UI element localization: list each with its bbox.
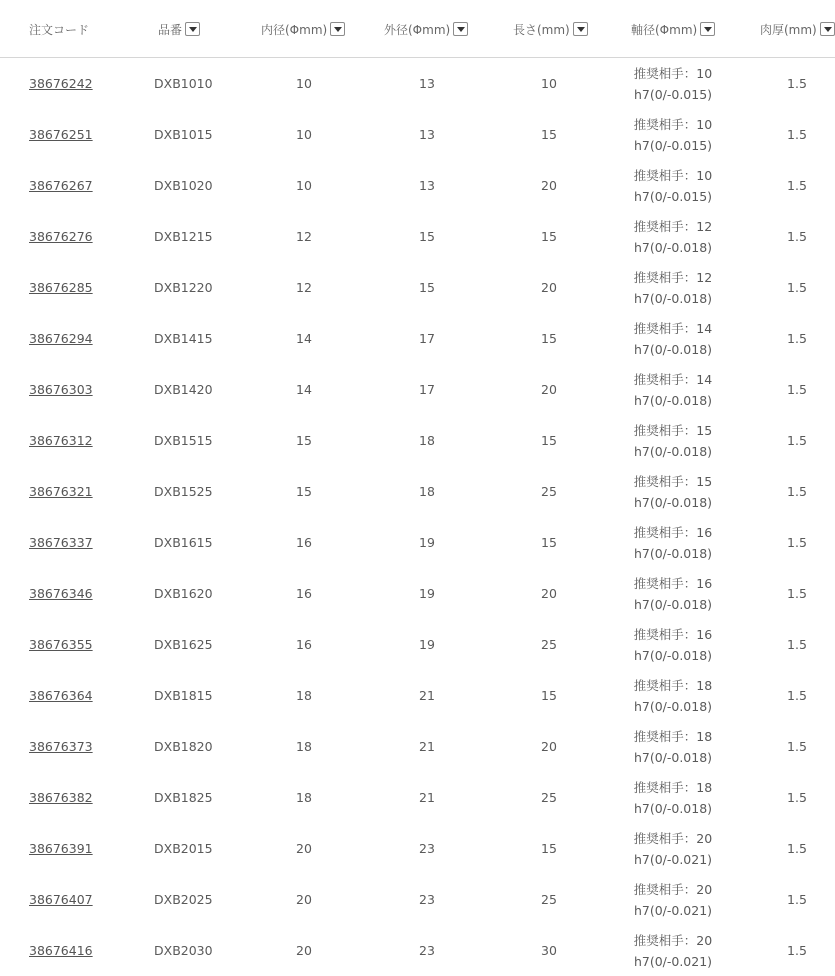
order-code-cell xyxy=(29,874,93,925)
shaft-recommended-text: 推奨相手：18 xyxy=(633,779,713,795)
length-cell: 15 xyxy=(541,229,557,244)
length-cell: 20 xyxy=(541,739,557,754)
table-row xyxy=(0,517,835,568)
order-code-link[interactable]: 38676294 xyxy=(29,331,93,346)
table-row xyxy=(0,211,835,262)
header-outer-diameter-label: 外径(Φmm) xyxy=(384,22,451,37)
header-order-code-label: 注文コード xyxy=(29,22,90,37)
table-row xyxy=(0,874,835,925)
order-code-link[interactable]: 38676285 xyxy=(29,280,93,295)
part-number-cell: DXB1625 xyxy=(154,637,213,652)
shaft-diameter-cell xyxy=(612,874,734,925)
order-code-cell xyxy=(29,772,93,823)
shaft-diameter-cell xyxy=(612,466,734,517)
wall-thickness-cell: 1.5 xyxy=(787,229,807,244)
outer-diameter-cell: 18 xyxy=(419,484,435,499)
order-code-cell xyxy=(29,517,93,568)
outer-diameter-cell: 19 xyxy=(419,586,435,601)
inner-diameter-cell: 18 xyxy=(296,739,312,754)
wall-thickness-filter-dropdown-icon[interactable] xyxy=(820,22,835,36)
shaft-diameter-cell xyxy=(612,568,734,619)
part-number-cell: DXB1815 xyxy=(154,688,213,703)
shaft-recommended-text: 推奨相手：16 xyxy=(633,626,713,642)
order-code-link[interactable]: 38676312 xyxy=(29,433,93,448)
part-number-cell: DXB2030 xyxy=(154,943,213,958)
shaft-recommended-text: 推奨相手：12 xyxy=(633,218,713,234)
header-wall-thickness-label: 肉厚(mm) xyxy=(760,22,817,37)
inner-diameter-cell: 12 xyxy=(296,229,312,244)
table-row xyxy=(0,415,835,466)
part-number-cell: DXB1015 xyxy=(154,127,213,142)
wall-thickness-cell: 1.5 xyxy=(787,382,807,397)
order-code-cell xyxy=(29,364,93,415)
order-code-cell xyxy=(29,160,93,211)
table-header xyxy=(0,0,835,58)
length-cell: 20 xyxy=(541,382,557,397)
header-wall-thickness xyxy=(760,20,835,38)
shaft-diameter-cell xyxy=(612,160,734,211)
order-code-link[interactable]: 38676276 xyxy=(29,229,93,244)
wall-thickness-cell: 1.5 xyxy=(787,433,807,448)
outer-diameter-filter-dropdown-icon[interactable] xyxy=(453,22,468,36)
shaft-tolerance-text: h7(0/-0.021) xyxy=(633,902,713,918)
length-cell: 25 xyxy=(541,892,557,907)
table-row xyxy=(0,364,835,415)
shaft-diameter-cell xyxy=(612,313,734,364)
order-code-cell xyxy=(29,721,93,772)
length-cell: 15 xyxy=(541,535,557,550)
shaft-diameter-cell xyxy=(612,262,734,313)
outer-diameter-cell: 15 xyxy=(419,229,435,244)
shaft-tolerance-text: h7(0/-0.021) xyxy=(633,953,713,969)
part-number-cell: DXB1010 xyxy=(154,76,213,91)
length-cell: 20 xyxy=(541,586,557,601)
length-cell: 20 xyxy=(541,280,557,295)
shaft-recommended-text: 推奨相手：10 xyxy=(633,116,713,132)
order-code-cell xyxy=(29,670,93,721)
shaft-recommended-text: 推奨相手：16 xyxy=(633,575,713,591)
length-cell: 25 xyxy=(541,790,557,805)
header-inner-diameter-label: 内径(Φmm) xyxy=(261,22,328,37)
part-number-cell: DXB1020 xyxy=(154,178,213,193)
order-code-link[interactable]: 38676391 xyxy=(29,841,93,856)
table-row xyxy=(0,313,835,364)
length-cell: 15 xyxy=(541,331,557,346)
outer-diameter-cell: 23 xyxy=(419,892,435,907)
part-number-cell: DXB2025 xyxy=(154,892,213,907)
wall-thickness-cell: 1.5 xyxy=(787,76,807,91)
shaft-diameter-filter-dropdown-icon[interactable] xyxy=(700,22,715,36)
shaft-recommended-text: 推奨相手：18 xyxy=(633,728,713,744)
outer-diameter-cell: 18 xyxy=(419,433,435,448)
inner-diameter-cell: 12 xyxy=(296,280,312,295)
order-code-cell xyxy=(29,415,93,466)
wall-thickness-cell: 1.5 xyxy=(787,178,807,193)
shaft-diameter-cell xyxy=(612,415,734,466)
order-code-cell xyxy=(29,619,93,670)
table-row xyxy=(0,925,835,976)
shaft-tolerance-text: h7(0/-0.018) xyxy=(633,749,713,765)
shaft-diameter-cell xyxy=(612,772,734,823)
inner-diameter-cell: 10 xyxy=(296,178,312,193)
outer-diameter-cell: 21 xyxy=(419,688,435,703)
shaft-recommended-text: 推奨相手：16 xyxy=(633,524,713,540)
header-outer-diameter xyxy=(384,20,468,38)
shaft-diameter-cell xyxy=(612,721,734,772)
table-row xyxy=(0,772,835,823)
shaft-diameter-cell xyxy=(612,58,734,109)
shaft-recommended-text: 推奨相手：12 xyxy=(633,269,713,285)
inner-diameter-cell: 10 xyxy=(296,76,312,91)
part-number-cell: DXB1220 xyxy=(154,280,213,295)
shaft-tolerance-text: h7(0/-0.018) xyxy=(633,698,713,714)
length-cell: 15 xyxy=(541,688,557,703)
table-row xyxy=(0,262,835,313)
order-code-link[interactable]: 38676373 xyxy=(29,739,93,754)
order-code-link[interactable]: 38676382 xyxy=(29,790,93,805)
inner-diameter-cell: 14 xyxy=(296,331,312,346)
shaft-tolerance-text: h7(0/-0.018) xyxy=(633,341,713,357)
wall-thickness-cell: 1.5 xyxy=(787,688,807,703)
header-length-label: 長さ(mm) xyxy=(513,22,570,37)
shaft-diameter-cell xyxy=(612,364,734,415)
order-code-cell xyxy=(29,313,93,364)
outer-diameter-cell: 17 xyxy=(419,382,435,397)
wall-thickness-cell: 1.5 xyxy=(787,892,807,907)
order-code-link[interactable]: 38676267 xyxy=(29,178,93,193)
outer-diameter-cell: 19 xyxy=(419,535,435,550)
wall-thickness-cell: 1.5 xyxy=(787,280,807,295)
length-cell: 25 xyxy=(541,484,557,499)
order-code-link[interactable]: 38676364 xyxy=(29,688,93,703)
table-body xyxy=(0,58,835,976)
shaft-tolerance-text: h7(0/-0.018) xyxy=(633,545,713,561)
order-code-link[interactable]: 38676346 xyxy=(29,586,93,601)
shaft-recommended-text: 推奨相手：15 xyxy=(633,473,713,489)
table-row xyxy=(0,58,835,109)
inner-diameter-cell: 20 xyxy=(296,892,312,907)
length-cell: 30 xyxy=(541,943,557,958)
part-number-cell: DXB1215 xyxy=(154,229,213,244)
shaft-recommended-text: 推奨相手：18 xyxy=(633,677,713,693)
order-code-link[interactable]: 38676242 xyxy=(29,76,93,91)
header-inner-diameter xyxy=(261,20,345,38)
inner-diameter-cell: 14 xyxy=(296,382,312,397)
header-shaft-diameter-label: 軸径(Φmm) xyxy=(631,22,698,37)
shaft-recommended-text: 推奨相手：10 xyxy=(633,167,713,183)
length-cell: 25 xyxy=(541,637,557,652)
length-cell: 15 xyxy=(541,433,557,448)
shaft-tolerance-text: h7(0/-0.018) xyxy=(633,392,713,408)
order-code-cell xyxy=(29,211,93,262)
table-row xyxy=(0,823,835,874)
outer-diameter-cell: 21 xyxy=(419,790,435,805)
table-row xyxy=(0,109,835,160)
outer-diameter-cell: 23 xyxy=(419,841,435,856)
wall-thickness-cell: 1.5 xyxy=(787,331,807,346)
shaft-tolerance-text: h7(0/-0.018) xyxy=(633,596,713,612)
order-code-cell xyxy=(29,58,93,109)
shaft-diameter-cell xyxy=(612,211,734,262)
shaft-recommended-text: 推奨相手：14 xyxy=(633,371,713,387)
outer-diameter-cell: 13 xyxy=(419,76,435,91)
shaft-tolerance-text: h7(0/-0.018) xyxy=(633,494,713,510)
order-code-link[interactable]: 38676337 xyxy=(29,535,93,550)
shaft-diameter-cell xyxy=(612,670,734,721)
inner-diameter-filter-dropdown-icon[interactable] xyxy=(330,22,345,36)
shaft-tolerance-text: h7(0/-0.015) xyxy=(633,86,713,102)
inner-diameter-cell: 16 xyxy=(296,535,312,550)
table-row xyxy=(0,721,835,772)
shaft-diameter-cell xyxy=(612,823,734,874)
shaft-tolerance-text: h7(0/-0.015) xyxy=(633,188,713,204)
order-code-link[interactable]: 38676416 xyxy=(29,943,93,958)
part-number-cell: DXB1420 xyxy=(154,382,213,397)
shaft-diameter-cell xyxy=(612,619,734,670)
table-row xyxy=(0,670,835,721)
length-filter-dropdown-icon[interactable] xyxy=(573,22,588,36)
order-code-link[interactable]: 38676407 xyxy=(29,892,93,907)
order-code-cell xyxy=(29,823,93,874)
wall-thickness-cell: 1.5 xyxy=(787,637,807,652)
shaft-recommended-text: 推奨相手：20 xyxy=(633,881,713,897)
shaft-diameter-cell xyxy=(612,109,734,160)
part-number-cell: DXB1415 xyxy=(154,331,213,346)
order-code-link[interactable]: 38676251 xyxy=(29,127,93,142)
part-number-cell: DXB1525 xyxy=(154,484,213,499)
outer-diameter-cell: 17 xyxy=(419,331,435,346)
part-number-filter-dropdown-icon[interactable] xyxy=(185,22,200,36)
wall-thickness-cell: 1.5 xyxy=(787,790,807,805)
wall-thickness-cell: 1.5 xyxy=(787,535,807,550)
order-code-cell xyxy=(29,262,93,313)
wall-thickness-cell: 1.5 xyxy=(787,586,807,601)
shaft-tolerance-text: h7(0/-0.021) xyxy=(633,851,713,867)
header-order-code xyxy=(29,20,89,38)
shaft-tolerance-text: h7(0/-0.018) xyxy=(633,443,713,459)
part-number-cell: DXB1820 xyxy=(154,739,213,754)
header-length xyxy=(513,20,588,38)
shaft-tolerance-text: h7(0/-0.018) xyxy=(633,647,713,663)
wall-thickness-cell: 1.5 xyxy=(787,739,807,754)
table-row xyxy=(0,160,835,211)
order-code-cell xyxy=(29,925,93,976)
inner-diameter-cell: 18 xyxy=(296,688,312,703)
header-shaft-diameter xyxy=(631,20,715,38)
table-row xyxy=(0,466,835,517)
order-code-link[interactable]: 38676303 xyxy=(29,382,93,397)
inner-diameter-cell: 20 xyxy=(296,943,312,958)
wall-thickness-cell: 1.5 xyxy=(787,127,807,142)
inner-diameter-cell: 20 xyxy=(296,841,312,856)
inner-diameter-cell: 16 xyxy=(296,637,312,652)
shaft-diameter-cell xyxy=(612,517,734,568)
part-number-cell: DXB1615 xyxy=(154,535,213,550)
shaft-tolerance-text: h7(0/-0.018) xyxy=(633,800,713,816)
order-code-link[interactable]: 38676355 xyxy=(29,637,93,652)
table-row xyxy=(0,568,835,619)
length-cell: 10 xyxy=(541,76,557,91)
outer-diameter-cell: 23 xyxy=(419,943,435,958)
wall-thickness-cell: 1.5 xyxy=(787,484,807,499)
shaft-recommended-text: 推奨相手：20 xyxy=(633,932,713,948)
shaft-tolerance-text: h7(0/-0.015) xyxy=(633,137,713,153)
order-code-cell xyxy=(29,568,93,619)
table-row xyxy=(0,619,835,670)
length-cell: 15 xyxy=(541,841,557,856)
outer-diameter-cell: 21 xyxy=(419,739,435,754)
length-cell: 15 xyxy=(541,127,557,142)
shaft-recommended-text: 推奨相手：20 xyxy=(633,830,713,846)
shaft-recommended-text: 推奨相手：14 xyxy=(633,320,713,336)
wall-thickness-cell: 1.5 xyxy=(787,943,807,958)
inner-diameter-cell: 18 xyxy=(296,790,312,805)
outer-diameter-cell: 19 xyxy=(419,637,435,652)
inner-diameter-cell: 15 xyxy=(296,484,312,499)
shaft-diameter-cell xyxy=(612,925,734,976)
part-number-cell: DXB1515 xyxy=(154,433,213,448)
inner-diameter-cell: 16 xyxy=(296,586,312,601)
wall-thickness-cell: 1.5 xyxy=(787,841,807,856)
inner-diameter-cell: 10 xyxy=(296,127,312,142)
inner-diameter-cell: 15 xyxy=(296,433,312,448)
length-cell: 20 xyxy=(541,178,557,193)
header-part-number-label: 品番 xyxy=(158,22,183,37)
order-code-cell xyxy=(29,109,93,160)
part-number-cell: DXB1825 xyxy=(154,790,213,805)
outer-diameter-cell: 15 xyxy=(419,280,435,295)
part-number-cell: DXB2015 xyxy=(154,841,213,856)
shaft-tolerance-text: h7(0/-0.018) xyxy=(633,239,713,255)
shaft-recommended-text: 推奨相手：15 xyxy=(633,422,713,438)
part-number-cell: DXB1620 xyxy=(154,586,213,601)
order-code-cell xyxy=(29,466,93,517)
outer-diameter-cell: 13 xyxy=(419,178,435,193)
shaft-recommended-text: 推奨相手：10 xyxy=(633,65,713,81)
shaft-tolerance-text: h7(0/-0.018) xyxy=(633,290,713,306)
order-code-link[interactable]: 38676321 xyxy=(29,484,93,499)
outer-diameter-cell: 13 xyxy=(419,127,435,142)
header-part-number xyxy=(158,20,200,38)
